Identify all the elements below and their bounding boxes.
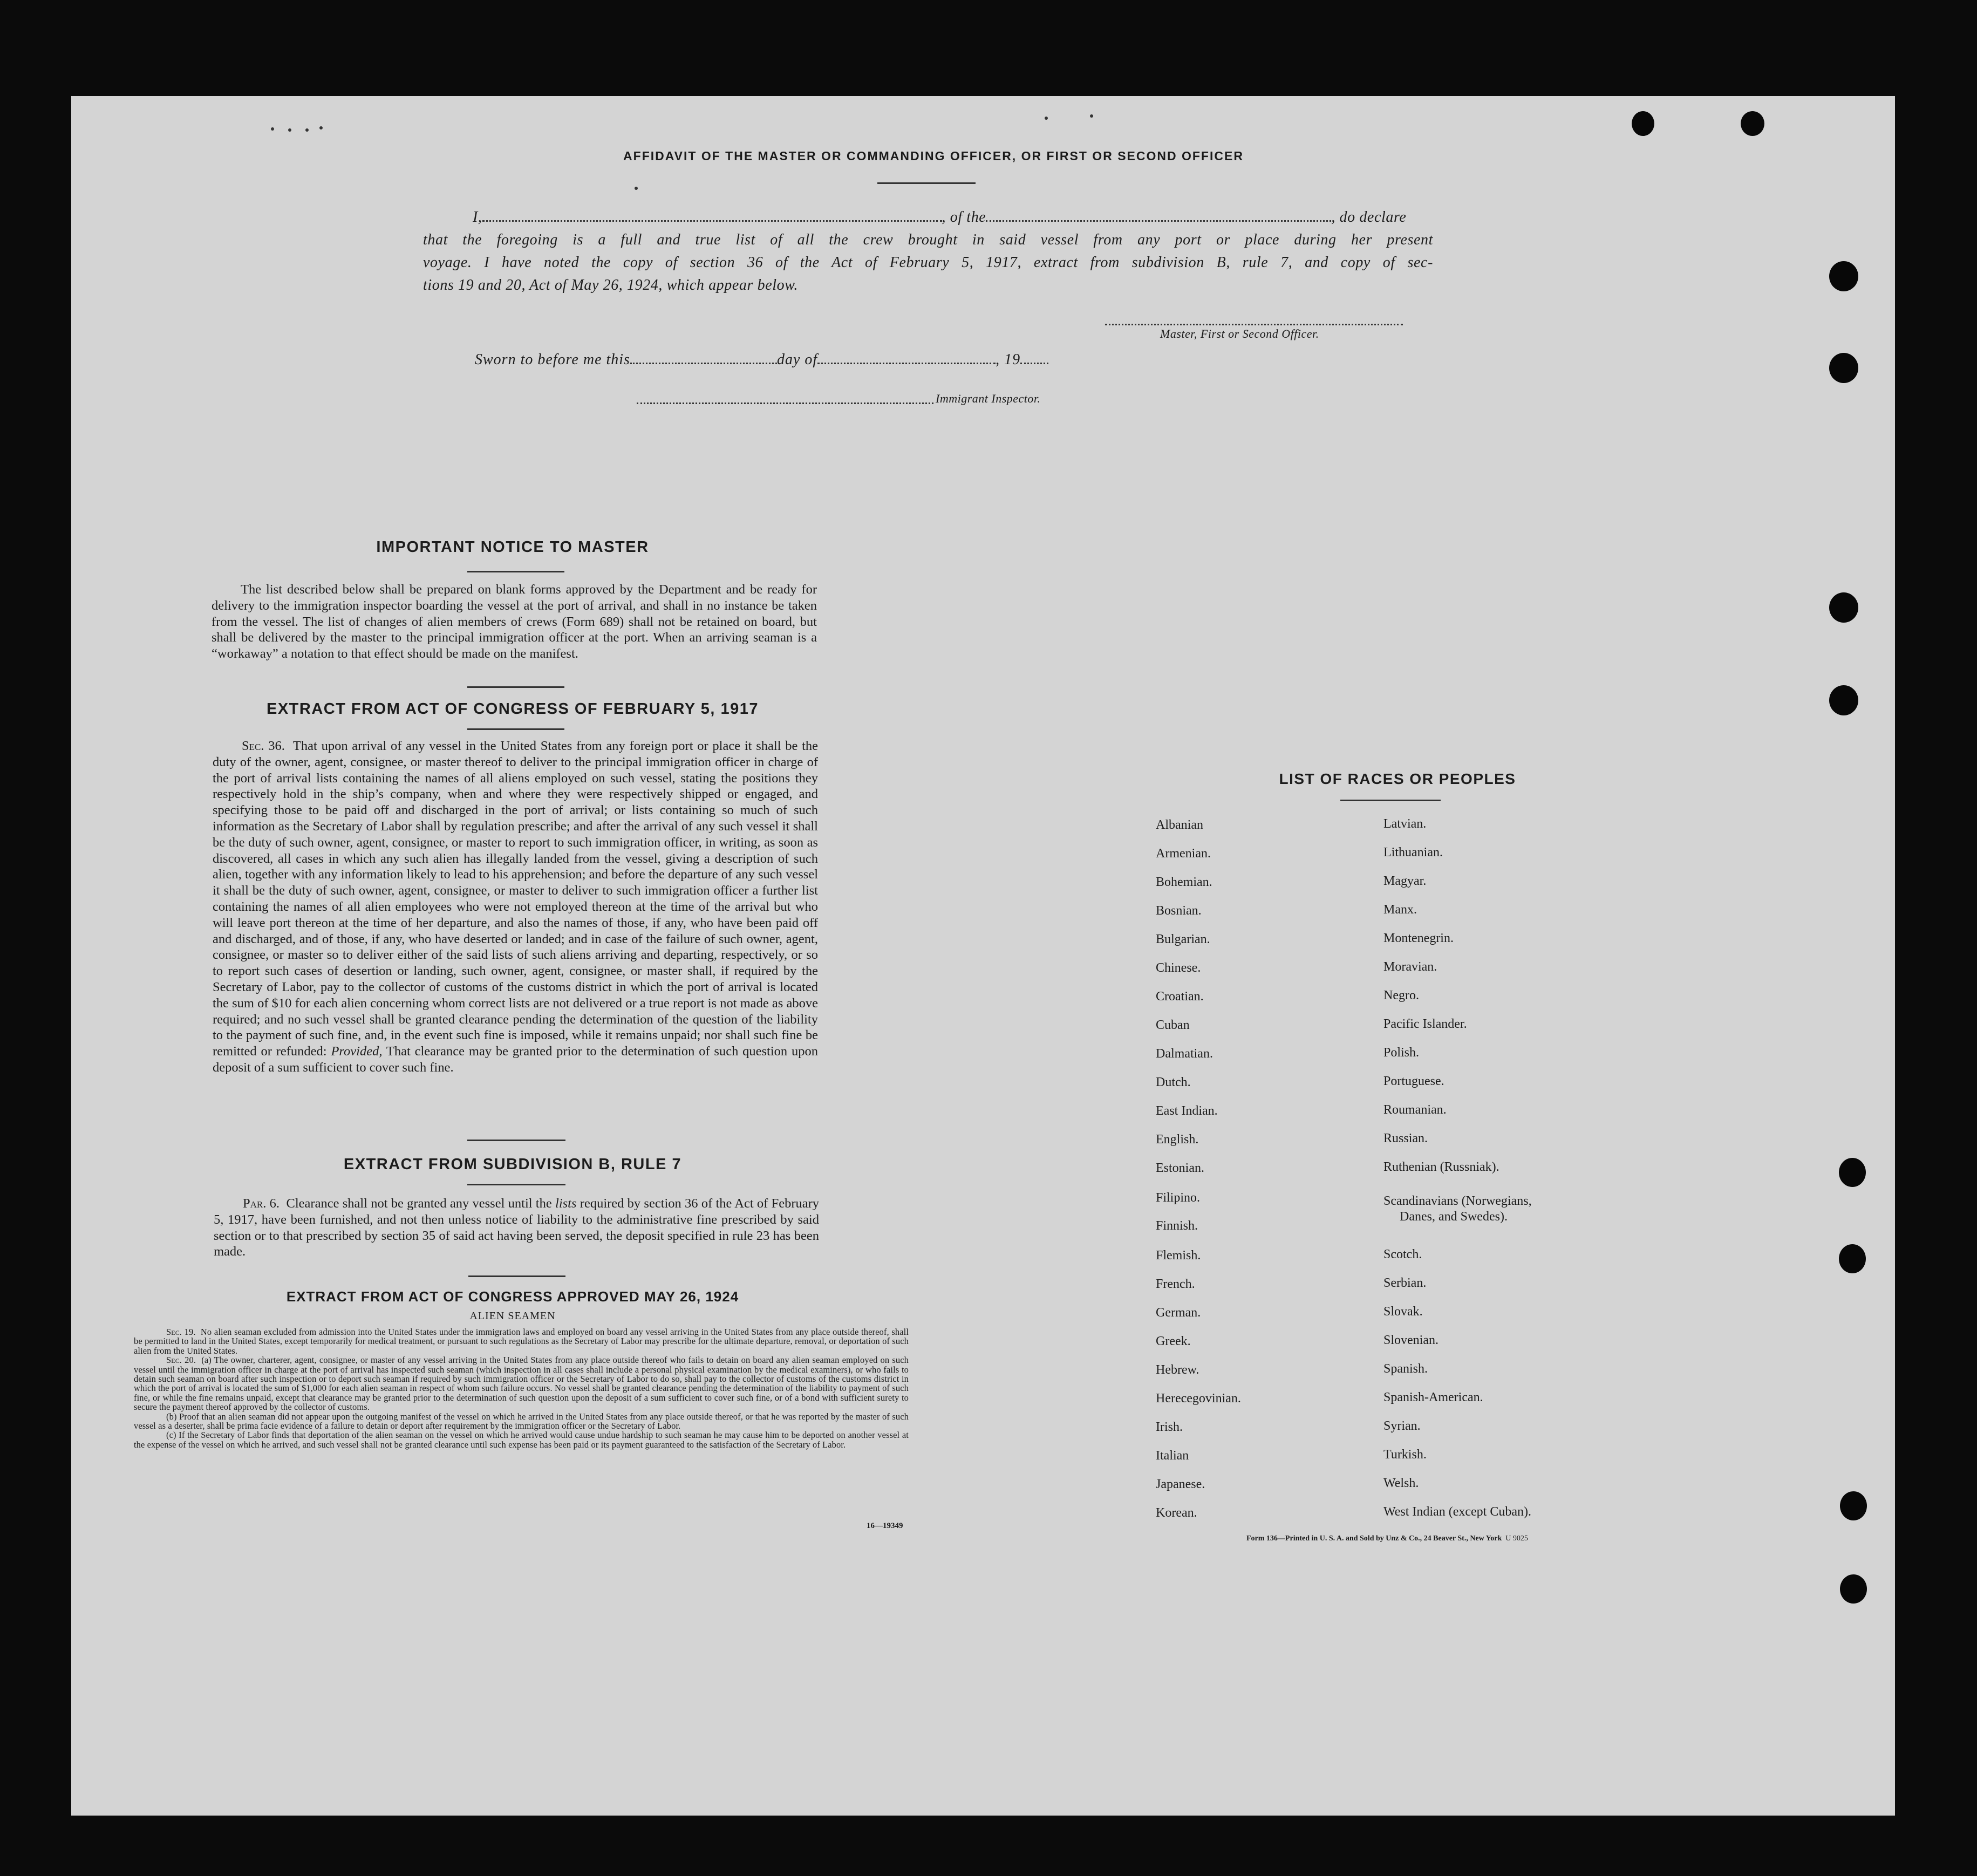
extract-1917-rule: [467, 728, 564, 730]
race-right-item: Latvian.: [1383, 817, 1427, 831]
race-left-item: Dutch.: [1156, 1075, 1191, 1089]
race-right-item: Russian.: [1383, 1131, 1428, 1145]
notice-body: The list described below shall be prepared on blank forms approved by the Department and be ready for delivery to the immigration inspector boarding the vessel at the port of arrival, and shall in no instance be taken from the vessel. The list of changes of alien members of crews (Form 689) shall not be retained on board, but shall be delivered by the master to the principal immigration officer at the port. When an arriving seaman is a “workaway” a notation to that effect should be made on the manifest.: [212, 582, 817, 661]
sec-36-text-end: That clearance may be granted prior to the determination of such question upon deposit of a sum sufficient to cover such fine.: [213, 1044, 819, 1075]
sec-20b-text: (b) Proof that an alien seaman did not appear upon the outgoing manifest of the vessel on which he arrived in the United States from any place outside thereof, or that he was reported by the master of such vessel as a deserter, shall be prima facie evidence of a failure to detain or deport after requirement by the immigration officer or the Secretary of Labor.: [134, 1411, 909, 1431]
race-right-item: Negro.: [1383, 988, 1419, 1002]
extract-1917-body: [213, 738, 818, 1076]
race-left-item: German.: [1156, 1306, 1201, 1320]
race-right-item: Pacific Islander.: [1383, 1017, 1467, 1031]
alien-seamen-subtitle: ALIEN SEAMEN: [469, 1310, 556, 1322]
punch-hole: [1840, 1574, 1867, 1604]
sec-19-text: No alien seaman excluded from admission into the United States under the immigration laws and employed on board any vessel arriving in the United States from any place outside thereof, shall be permitted to land in the United States, except temporarily for medical treatment, or pursuant to such regulations as the Secretary of Labor may prescribe for the ultimate departure, removal, or deportation of such alien from the United States.: [134, 1327, 909, 1356]
sec-36-text: That upon arrival of any vessel in the United States from any foreign port or place it shall be the duty of the owner, agent, consignee, or master thereof to deliver to the principal immigration officer in charge of the port of arrival lists containing the names of all aliens employed on such vessel, stating the positions they respectively hold in the ship’s company, when and where they were respectively shipped or engaged, and specifying those to be paid off and discharged in the port of arrival; or lists containing so much of such information as the Secretary of Labor shall by regulation prescribe; and after the arrival of any such vessel it shall be the duty of such owner, agent, consignee, or master to report to such immigration officer, in writing, as soon as discovered, all cases in which any such alien has illegally landed from the vessel, giving a description of such alien, together with any information likely to lead to his apprehension; and before the departure of any such vessel it shall be the duty of such owner, agent, consignee, or master to deliver to such immigration officer a further list containing the names of all alien employees who were not employed thereon at the time of the arrival but who will leave port thereon at the time of her departure, and also the names of those, if any, who have been paid off and discharged, and of those, if any, who have deserted or landed; and in case of the failure of such owner, agent, consignee, or master so to deliver either of the said lists of such aliens arriving and departing, respectively, or so to report such cases of desertion or landing, such owner, agent, consignee, or master shall, if required by the Secretary of Labor, pay to the collector of customs of the customs district in which the port of arrival is located the sum of $10 for each alien concerning whom correct lists are not delivered or a true report is not made as above required; and no such vessel shall be granted clearance pending the determination of the question of the liability to the payment of such fine, and, in the event such fine is imposed, while it remains unpaid; nor shall such fine be remitted or refunded:: [213, 739, 819, 1059]
punch-hole: [1829, 592, 1858, 623]
race-left-item: Cuban: [1156, 1018, 1190, 1032]
print-code: 16—19349: [867, 1522, 903, 1530]
day-blank[interactable]: [630, 359, 777, 364]
rule-7-body: [214, 1196, 819, 1260]
extract-1924-body: [134, 1327, 909, 1449]
race-left-item: Irish.: [1156, 1420, 1183, 1434]
race-right-item: Turkish.: [1383, 1448, 1427, 1462]
race-right-item: Spanish.: [1383, 1362, 1428, 1376]
race-left-item: Armenian.: [1156, 847, 1211, 861]
race-right-item: Spanish-American.: [1383, 1390, 1483, 1404]
vessel-blank[interactable]: [986, 217, 1331, 222]
race-left-item: English.: [1156, 1133, 1199, 1147]
race-right-item: Scandinavians (Norwegians,: [1383, 1194, 1532, 1208]
par-6-text-a: Clearance shall not be granted any vessel until the: [286, 1196, 552, 1211]
scan-speck: [288, 128, 291, 132]
race-left-item: East Indian.: [1156, 1104, 1218, 1118]
scan-speck: [305, 128, 309, 132]
sworn-text: Sworn to before me this: [475, 351, 630, 368]
par-6-label: Par. 6.: [243, 1196, 279, 1211]
sec-20a-text: (a) The owner, charterer, agent, consignee, or master of any vessel arriving in the United States from any place outside thereof who fails to detain on board any alien seaman employed on such vessel until the immigration officer in charge at the port of arrival has inspected such seaman (which inspection in all cases shall include a personal physical examination by the medical examiners), or who fails to detain such seaman on board after such inspection or to deport such seaman if required by such immigration officer or the Secretary of Labor to do so, shall pay to the collector of customs of the customs district in which the port of arrival is located the sum of $1,000 for each alien seaman in respect of whom such failure occurs. No vessel shall be granted clearance pending the determination of the liability to payment of such fine, or while the fine remains unpaid, except that clearance may be granted prior to the determination of such question upon the deposit of a sum sufficient to cover such fine, or of a bond with sufficient surety to secure the payment thereof approved by the collector of customs.: [134, 1355, 909, 1413]
title-rule: [877, 182, 976, 184]
name-blank[interactable]: [482, 217, 942, 222]
notice-end-rule: [467, 686, 564, 688]
race-right-item: Montenegrin.: [1383, 931, 1454, 945]
race-left-item: Bosnian.: [1156, 904, 1202, 918]
extract-1917-end-rule: [467, 1140, 565, 1141]
punch-hole: [1632, 111, 1654, 136]
race-left-item: Albanian: [1156, 818, 1203, 832]
declaration-do-declare: , do declare: [1331, 209, 1407, 226]
sec-20c-text: (c) If the Secretary of Labor finds that deportation of the alien seaman on the vessel on which he arrived would cause undue hardship to such seaman he may cause him to be deported on another vessel at the expense of the vessel on which he arrived, and such vessel shall not be granted clearance until such expense has been paid or its payment guaranteed to the satisfaction of the Secretary of Labor.: [134, 1430, 909, 1450]
inspector-signature-line[interactable]: [637, 403, 933, 404]
sec-19-label: Sec. 19.: [166, 1327, 196, 1337]
scan-speck: [1090, 114, 1093, 118]
races-rule: [1340, 800, 1441, 801]
punch-hole: [1741, 111, 1764, 136]
rule-7-title: EXTRACT FROM SUBDIVISION B, RULE 7: [343, 1156, 682, 1173]
race-left-item: Estonian.: [1156, 1161, 1204, 1175]
inspector-caption: Immigrant Inspector.: [936, 392, 1041, 405]
punch-hole: [1840, 1491, 1867, 1520]
form-code: U 9025: [1505, 1534, 1528, 1543]
form-note-text: Form 136—Printed in U. S. A. and Sold by Unz & Co., 24 Beaver St., New York: [1246, 1534, 1502, 1543]
race-left-item: Italian: [1156, 1449, 1189, 1463]
declaration-line-3: voyage. I have noted the copy of section 36 of the Act of February 5, 1917, extract from subdivision B, rule 7, and copy of sec-: [423, 254, 1433, 271]
race-right-item: Scotch.: [1383, 1247, 1422, 1261]
scan-speck: [635, 187, 638, 190]
punch-hole: [1829, 685, 1858, 715]
race-right-item: Portuguese.: [1383, 1074, 1444, 1088]
race-right-item: Danes, and Swedes).: [1400, 1210, 1508, 1224]
race-right-item: Syrian.: [1383, 1419, 1421, 1433]
declaration-of-the: , of the: [942, 209, 986, 226]
race-left-item: Hebrew.: [1156, 1363, 1199, 1377]
race-right-item: Slovenian.: [1383, 1333, 1439, 1347]
race-left-item: Japanese.: [1156, 1477, 1205, 1491]
race-right-item: Ruthenian (Russniak).: [1383, 1160, 1499, 1174]
race-right-item: Moravian.: [1383, 960, 1437, 974]
punch-hole: [1829, 261, 1858, 291]
race-left-item: Bulgarian.: [1156, 932, 1210, 946]
master-signature-line[interactable]: [1105, 324, 1403, 325]
race-right-item: Welsh.: [1383, 1476, 1419, 1490]
declaration-i: I,: [473, 209, 482, 226]
declaration-line-1: [473, 206, 1433, 229]
notice-rule: [467, 571, 564, 572]
race-left-item: Dalmatian.: [1156, 1047, 1213, 1061]
scan-speck: [271, 127, 274, 131]
rule-7-end-rule: [468, 1275, 565, 1277]
affidavit-title: AFFIDAVIT OF THE MASTER OR COMMANDING OFFICER, OR FIRST OR SECOND OFFICER: [623, 149, 1244, 163]
declaration-line-4: tions 19 and 20, Act of May 26, 1924, which appear below.: [423, 277, 799, 294]
sworn-line: [475, 349, 1176, 371]
punch-hole: [1839, 1158, 1866, 1187]
race-left-item: Filipino.: [1156, 1191, 1201, 1205]
month-blank[interactable]: [817, 359, 996, 364]
race-left-item: Finnish.: [1156, 1219, 1198, 1233]
race-left-item: Croatian.: [1156, 990, 1204, 1004]
notice-title: IMPORTANT NOTICE TO MASTER: [376, 538, 649, 556]
race-right-item: Roumanian.: [1383, 1103, 1447, 1117]
race-right-item: Manx.: [1383, 903, 1417, 917]
race-left-item: Greek.: [1156, 1334, 1191, 1348]
races-title: LIST OF RACES OR PEOPLES: [1279, 770, 1516, 787]
scan-speck: [1045, 117, 1048, 120]
par-6-text-b: required by section 36 of the Act of February 5, 1917, have been furnished, and not then unless notice of liability to the administrative fine prescribed by said section or to that prescribed by section 35 of said act having been served, the deposit specified in rule 23 has been made.: [214, 1196, 820, 1259]
year-text: , 19: [996, 351, 1021, 368]
race-right-item: Magyar.: [1383, 874, 1427, 888]
race-left-item: French.: [1156, 1277, 1195, 1291]
form-note: [1246, 1534, 1528, 1543]
provided-word: Provided,: [331, 1044, 383, 1059]
race-right-item: Polish.: [1383, 1046, 1420, 1060]
race-right-item: Lithuanian.: [1383, 845, 1443, 859]
race-left-item: Korean.: [1156, 1506, 1197, 1520]
race-right-item: West Indian (except Cuban).: [1383, 1505, 1531, 1519]
sec-36-label: Sec. 36.: [242, 739, 285, 753]
master-caption: Master, First or Second Officer.: [1160, 327, 1319, 340]
race-left-item: Herecegovinian.: [1156, 1391, 1241, 1406]
race-left-item: Chinese.: [1156, 961, 1201, 975]
race-left-item: Flemish.: [1156, 1249, 1201, 1263]
punch-hole: [1839, 1244, 1866, 1273]
punch-hole: [1829, 353, 1858, 383]
year-blank[interactable]: [1020, 359, 1048, 364]
extract-1917-title: EXTRACT FROM ACT OF CONGRESS OF FEBRUARY 5, 1917: [266, 700, 759, 718]
declaration-line-2: that the foregoing is a full and true list of all the crew brought in said vessel from any port or place during her present: [423, 231, 1433, 248]
race-right-item: Serbian.: [1383, 1276, 1427, 1290]
day-of-text: day of: [776, 351, 818, 368]
race-left-item: Bohemian.: [1156, 875, 1212, 889]
race-right-item: Slovak.: [1383, 1305, 1423, 1319]
extract-1924-title: EXTRACT FROM ACT OF CONGRESS APPROVED MAY 26, 1924: [286, 1288, 739, 1305]
scan-speck: [319, 126, 323, 129]
sec-20-label: Sec. 20.: [166, 1355, 196, 1366]
rule-7-rule: [467, 1184, 565, 1185]
lists-word: lists: [555, 1196, 577, 1211]
